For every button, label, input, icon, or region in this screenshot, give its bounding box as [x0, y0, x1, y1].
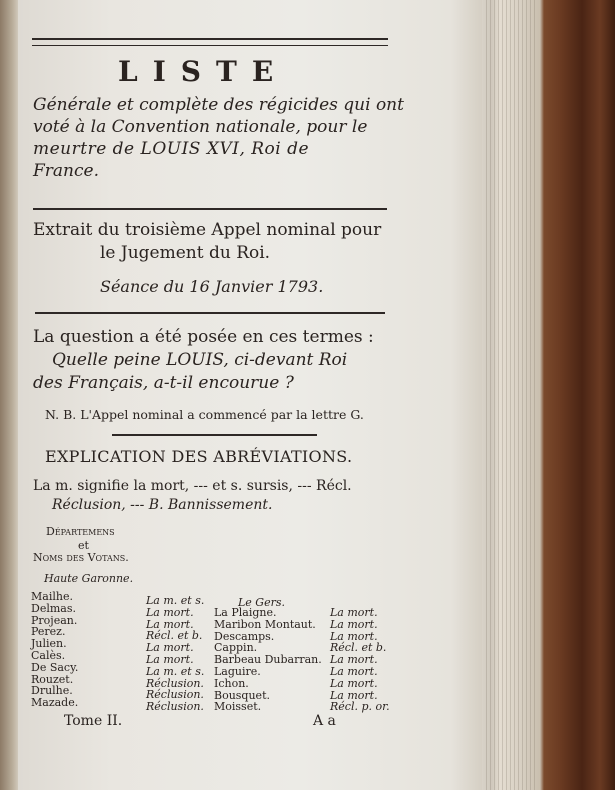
abbrev-line-2: Réclusion, --- B. Bannissement. [52, 497, 273, 513]
vote-left-1: La m. et s. [146, 594, 205, 607]
name-mazade: Mazade. [31, 696, 79, 710]
vote-left-8: Réclusion. [146, 676, 204, 690]
vote-right-6: La mort. [330, 664, 378, 678]
extract-line-1: Extrait du troisième Appel nominal pour [33, 220, 382, 240]
vote-left-2: La mort. [146, 605, 194, 619]
vote-left-9: Réclusion. [146, 688, 204, 702]
vote-left-7: La m. et s. [146, 664, 205, 678]
vote-right-9: Récl. p. or. [330, 700, 390, 714]
name-cales: Calès. [31, 648, 66, 662]
name-projean: Projean. [31, 613, 78, 627]
dept-le-gers: Le Gers. [238, 596, 286, 609]
vote-right-8: La mort. [330, 688, 378, 702]
name-delmas: Delmas. [31, 601, 76, 615]
name-julien: Julien. [31, 637, 67, 651]
extract-line-2: le Jugement du Roi. [100, 243, 271, 263]
name-ichon: Ichon. [214, 676, 249, 690]
subtitle-line-1: Générale et complète des régicides qui ont [33, 95, 404, 115]
name-de-sacy: De Sacy. [31, 660, 79, 674]
signature-mark: A a [313, 713, 336, 729]
name-rouzet: Rouzet. [31, 672, 74, 686]
vote-right-1: La mort. [330, 606, 378, 619]
name-drulhe: Drulhe. [31, 684, 73, 698]
page-edges [486, 0, 536, 790]
vote-left-10: Réclusion. [146, 700, 204, 714]
col-header-noms: Noms des Votans. [33, 551, 129, 564]
vote-left-3: La mort. [146, 617, 194, 631]
abbrev-line-1: La m. signifie la mort, --- et s. sursis, --- Récl. [33, 478, 352, 494]
name-cappin: Cappin. [214, 641, 258, 655]
name-barbeau-dubarran: Barbeau Dubarran. [214, 653, 322, 667]
left-page-edge [0, 0, 20, 790]
nb-note: N. B. L'Appel nominal a commencé par la lettre G. [45, 407, 364, 422]
name-mailhe: Mailhe. [31, 590, 73, 603]
vote-right-5: La mort. [330, 653, 378, 667]
question-line-3: des Français, a-t-il encourue ? [33, 373, 294, 393]
vote-left-4: Récl. et b. [146, 629, 203, 643]
question-line-1: La question a été posée en ces termes : [33, 327, 374, 347]
subtitle-line-2: voté à la Convention nationale, pour le [33, 117, 368, 137]
left-names-column [31, 591, 78, 709]
vote-left-6: La mort. [146, 652, 194, 666]
top-rule [32, 38, 388, 46]
vote-right-4: Récl. et b. [330, 641, 387, 655]
rule-1 [33, 208, 387, 210]
vote-right-2: La mort. [330, 617, 378, 631]
right-names-column [214, 607, 322, 713]
question-line-2: Quelle peine LOUIS, ci-devant Roi [52, 350, 348, 370]
name-la-plaigne: La Plaigne. [214, 606, 277, 619]
vote-left-5: La mort. [146, 641, 194, 655]
name-perez: Perez. [31, 625, 66, 639]
name-bousquet: Bousquet. [214, 688, 270, 702]
subtitle-line-3: meurtre de LOUIS XVI, Roi de [33, 139, 310, 159]
right-votes-column [330, 607, 390, 713]
col-header-et: et [78, 539, 89, 552]
tome-label: Tome II. [64, 713, 123, 729]
seance-date: Séance du 16 Janvier 1793. [100, 277, 324, 296]
vote-right-3: La mort. [330, 629, 378, 643]
rule-2 [35, 312, 385, 314]
dept-haute-garonne: Haute Garonne. [44, 572, 134, 585]
name-laguire: Laguire. [214, 664, 261, 678]
name-maribon-montaut: Maribon Montaut. [214, 617, 316, 631]
rule-3 [112, 434, 317, 436]
col-header-departements: Départemens [46, 525, 115, 538]
subtitle-line-4: France. [33, 161, 99, 181]
page-title: LISTE [118, 55, 289, 88]
left-votes-column [146, 595, 204, 713]
name-moisset: Moisset. [214, 700, 262, 714]
name-descamps: Descamps. [214, 629, 275, 643]
abbrev-heading: EXPLICATION DES ABRÉVIATIONS. [45, 447, 353, 466]
vote-right-7: La mort. [330, 676, 378, 690]
